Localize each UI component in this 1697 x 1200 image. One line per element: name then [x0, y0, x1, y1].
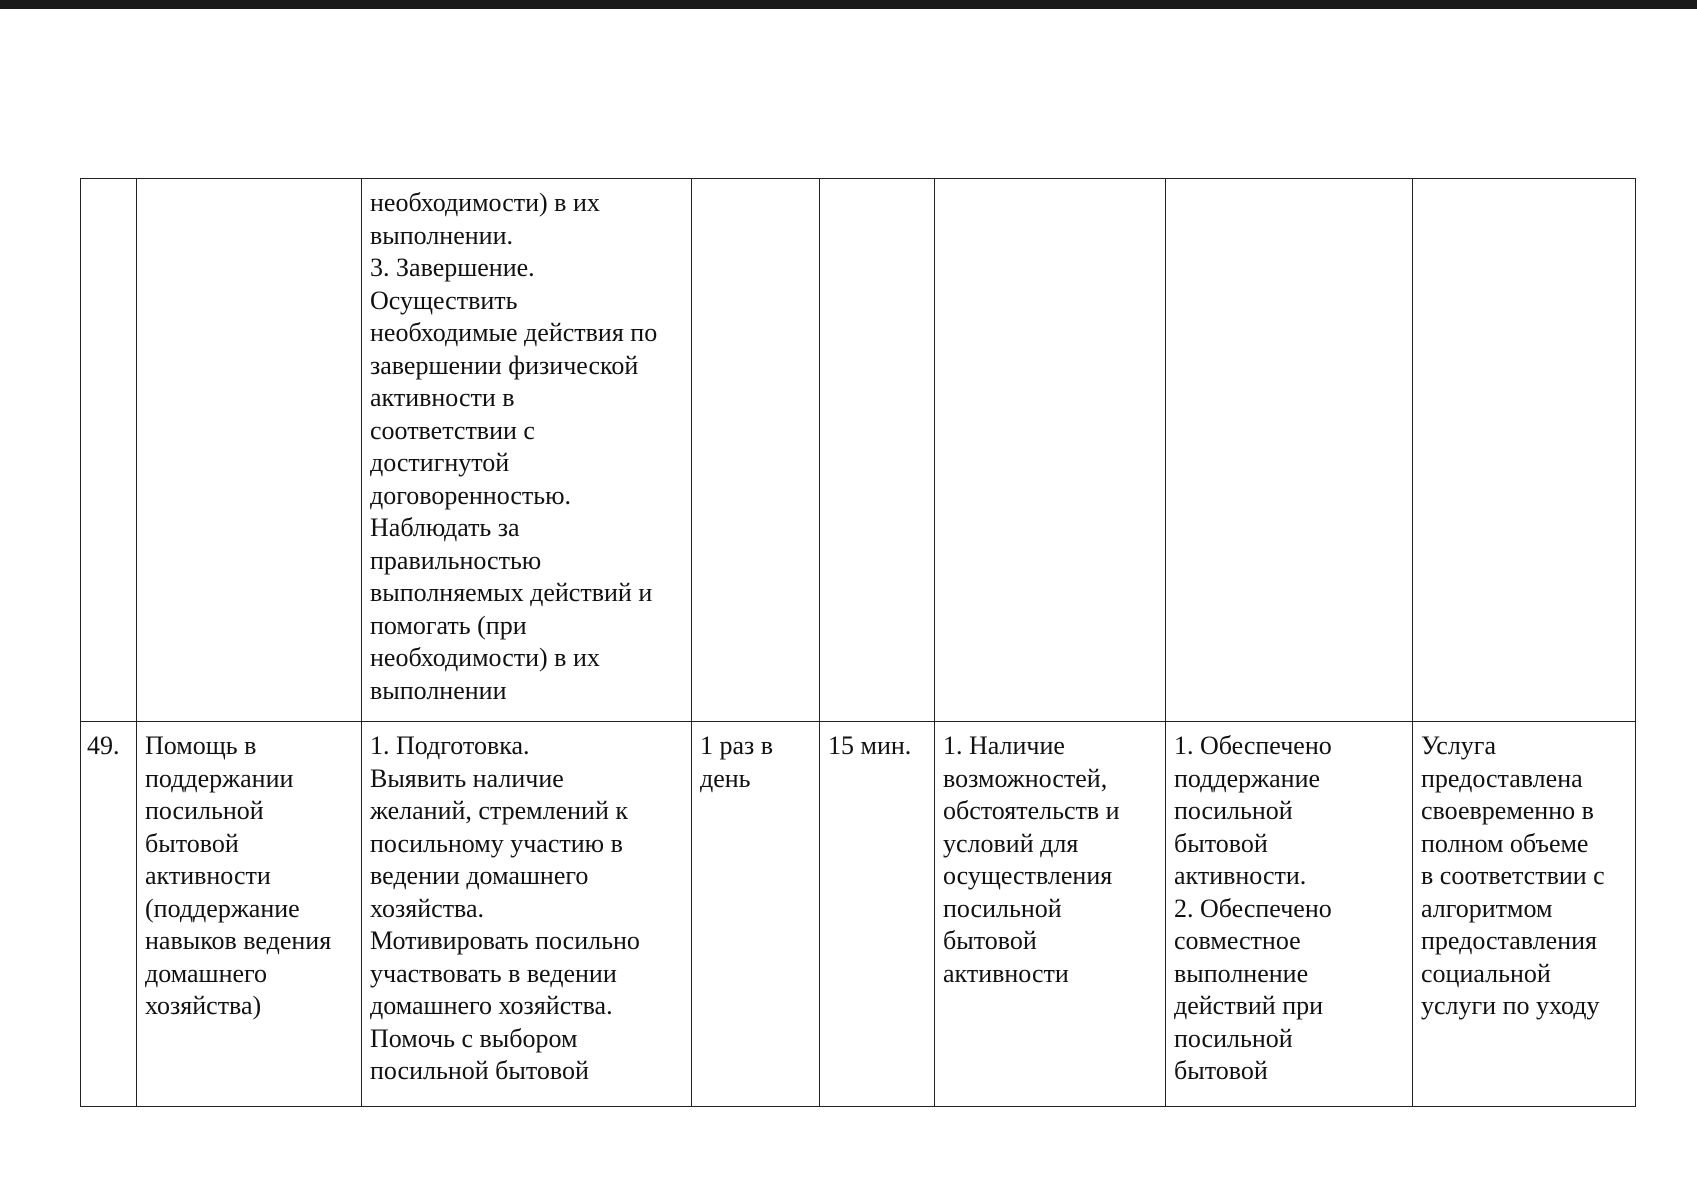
service-name-cell — [137, 179, 362, 722]
evaluation-cell — [1413, 179, 1636, 722]
duration-cell — [820, 179, 935, 722]
evaluation-cell: Услуга предоставлена своевременно в полном объеме в соответствии с алгоритмом предоставления социальной услуги по уходу — [1413, 722, 1636, 1107]
conditions-cell: 1. Наличие возможностей, обстоятельств и условий для осуществления посильной бытовой активности — [935, 722, 1166, 1107]
service-content-cell: необходимости) в их выполнении. 3. Завершение. Осуществить необходимые действия по завершении физической активности в соответствии с достигнутой договоренностью. Наблюдать за правильностью выполняемых действий и помогать (при необходимости) в их выполнении — [362, 179, 692, 722]
table-row — [81, 722, 1636, 1107]
service-content-cell: 1. Подготовка. Выявить наличие желаний, стремлений к посильному участию в ведении домашнего хозяйства. Мотивировать посильно участвовать в ведении домашнего хозяйства. Помочь с выбором посильной бытовой — [362, 722, 692, 1107]
services-table — [80, 178, 1636, 1107]
duration-cell: 15 мин. — [820, 722, 935, 1107]
results-cell — [1166, 179, 1413, 722]
frequency-cell: 1 раз в день — [692, 722, 820, 1107]
scan-top-edge — [0, 0, 1697, 9]
results-cell: 1. Обеспечено поддержание посильной бытовой активности. 2. Обеспечено совместное выполнение действий при посильной бытовой — [1166, 722, 1413, 1107]
row-number-cell: 49. — [81, 722, 137, 1107]
service-name-cell: Помощь в поддержании посильной бытовой активности (поддержание навыков ведения домашнего хозяйства) — [137, 722, 362, 1107]
table-row — [81, 179, 1636, 722]
conditions-cell — [935, 179, 1166, 722]
frequency-cell — [692, 179, 820, 722]
row-number-cell — [81, 179, 137, 722]
